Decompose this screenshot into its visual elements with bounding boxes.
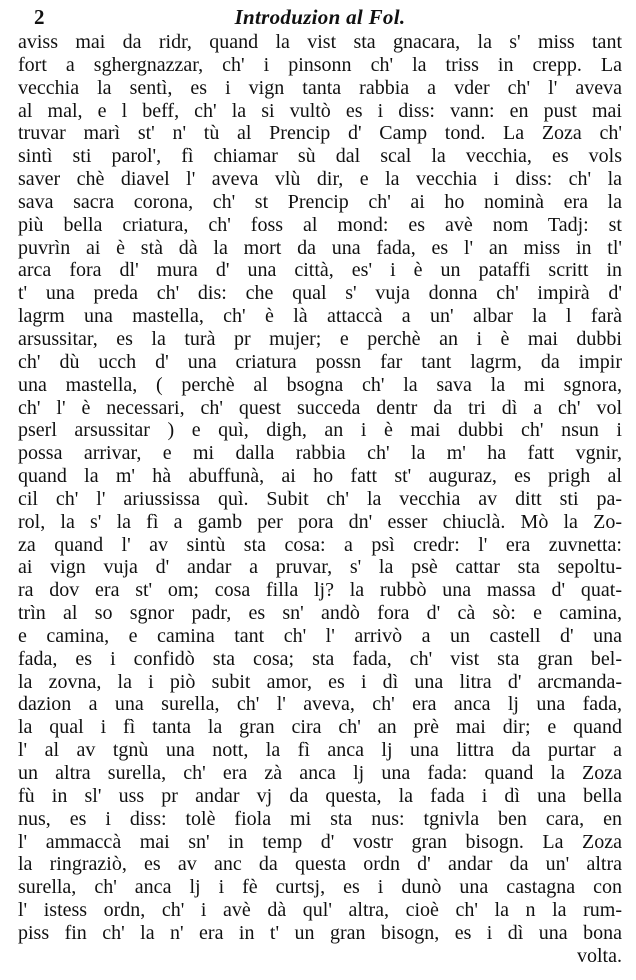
text-line: ch' l' è necessari, ch' quest succeda dentr da tri dì a ch' vol [18,396,622,419]
text-line: la qual i fì tanta la gran cira ch' an prè mai dir; e quand [18,716,622,739]
text-line: za quand l' av sintù sta cosa: a psì credr: l' era zuvnetta: [18,533,622,556]
text-line: truvar marì st' n' tù al Prencip d' Camp tond. La Zoza ch' [18,122,622,145]
text-line: sava sacra corona, ch' st Prencip ch' ai ho nominà era la [18,190,622,213]
text-line: l' ammaccà mai sn' in temp d' vostr gran bisogn. La Zoza [18,830,622,853]
text-line: volta. [577,944,622,967]
text-line: ch' dù ucch d' una criatura possn far tant lagrm, da impir [18,350,622,373]
text-line: piss fin ch' la n' era in t' un gran bisogn, es i dì una bona [18,921,622,944]
text-line: puvrìn ai è stà dà la mort da una fada, es l' an miss in tl' [18,236,622,259]
body-text [18,31,622,968]
text-line: ra dov era st' om; cosa filla lj? la rubbò una massa d' quat- [18,579,622,602]
text-line: arca fora dl' mura d' una città, es' i è un pataffi scritt in [18,259,622,282]
text-line: una mastella, ( perchè al bsogna ch' la sava la mi sgnora, [18,373,622,396]
text-line: ai vign vuja d' andar a pruvar, s' la psè cattar sta sepoltu- [18,556,622,579]
text-line: più bella criatura, ch' foss al mond: es avè nom Tadj: st [18,213,622,236]
text-line: t' una preda ch' dis: che qual s' vuja donna ch' impirà d' [18,282,622,305]
text-line: fort a sghergnazzar, ch' i pinsonn ch' la triss in crepp. La [18,53,622,76]
text-line: trìn al so sgnor padr, es sn' andò fora d' cà sò: e camina, [18,602,622,625]
text-line: l' al av tgnù una nott, la fì anca lj una littra da purtar a [18,739,622,762]
text-line: l' istess ordn, ch' i avè dà qul' altra, cioè ch' la n la rum- [18,899,622,922]
text-line: vecchia la sentì, es i vign tanta rabbia a vder ch' l' aveva [18,76,622,99]
text-line: rol, la s' la fì a gamb per pora dn' esser chiuclà. Mò la Zo- [18,510,622,533]
text-line: e camina, e camina tant ch' l' arrivò a un castell d' una [18,624,622,647]
text-line: la ringraziò, es av anc da questa ordn d' andar da un' altra [18,853,622,876]
text-line: al mal, e l beff, ch' la si vultò es i diss: vann: en pust mai [18,99,622,122]
text-line: dazion a una surella, ch' l' aveva, ch' era anca lj una fada, [18,693,622,716]
page-number: 2 [34,5,45,29]
text-line: un altra surella, ch' era zà anca lj una fada: quand la Zoza [18,762,622,784]
text-line: sintì sti parol', fì chiamar sù dal scal la vecchia, es vols [18,145,622,168]
text-line: pserl arsussitar ) e quì, digh, an i è mai dubbi ch' nsun i [18,419,622,442]
text-line: lagrm una mastella, ch' è là attaccà a un' albar la l farà [18,305,622,328]
text-line: fada, es i confidò sta cosa; sta fada, ch' vist sta gran bel- [18,647,622,670]
text-line: nus, es i diss: tolè fiola mi sta nus: tgnivla ben cara, en [18,807,622,830]
page-header [18,4,622,30]
running-title: Introduzion al Fol. [234,5,406,29]
text-line: arsussitar, es la turà pr mujer; e perchè an i è mai dubbi [18,327,622,350]
text-line: la zovna, la i piò subit amor, es i dì una litra d' arcmanda- [18,670,622,693]
text-line: surella, ch' anca lj i fè curtsj, es i dunò una castagna con [18,876,622,899]
text-line: saver chè diavel l' aveva vlù dir, e la vecchia i diss: ch' la [18,168,622,191]
text-line: cil ch' l' ariussissa quì. Subit ch' la vecchia av ditt sti pa- [18,487,622,510]
text-line: quand la m' hà abuffunà, ai ho fatt st' auguraz, es prigh al [18,465,622,488]
text-line: fù in sl' uss pr andar vj da questa, la fada i dì una bella [18,784,622,807]
text-line: aviss mai da ridr, quand la vist sta gnacara, la s' miss tant [18,31,622,53]
text-line: possa arrivar, e mi dalla rabbia ch' la m' ha fatt vgnir, [18,442,622,465]
